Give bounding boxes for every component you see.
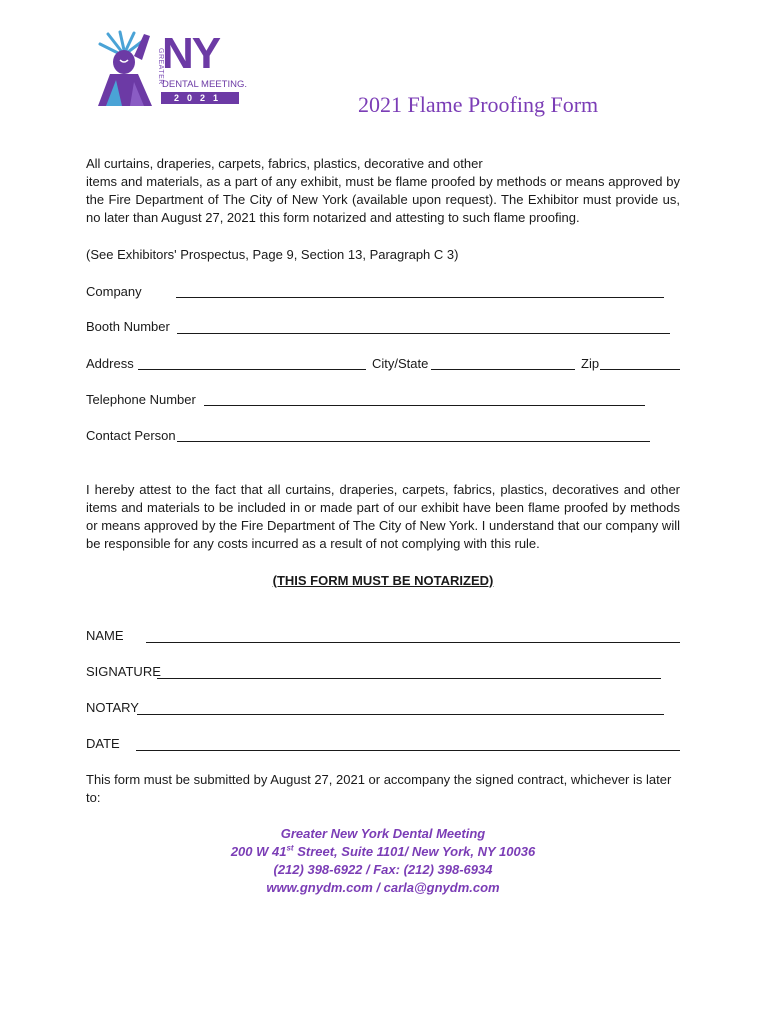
address-ordinal: st [286,843,294,853]
contact-person-line[interactable] [177,441,650,442]
address-street-number: 200 W 41 [230,844,287,859]
intro-first-line: All curtains, draperies, carpets, fabrics, plastics, decorative and other [86,156,483,171]
address-label: Address [86,356,134,371]
company-line[interactable] [176,297,664,298]
gnydm-logo [86,30,246,106]
notary-line[interactable] [137,714,664,715]
contact-phone-fax: (212) 398-6922 / Fax: (212) 398-6934 [273,862,493,877]
contact-person-label: Contact Person [86,428,176,443]
notarized-notice: (THIS FORM MUST BE NOTARIZED) [272,573,494,588]
logo-ny-text: NY [162,29,220,78]
intro-paragraph: items and materials, as a part of any exhibit, must be flame proofed by methods or means approved by the Fire Department of The City of New York (available upon request). The Exhibitor must provide us, no later than August 27, 2021 this form notarized and attesting to such flame proofing. [86,174,680,225]
zip-line[interactable] [600,369,680,370]
contact-web-email[interactable]: www.gnydm.com / carla@gnydm.com [266,880,500,895]
booth-number-line[interactable] [177,333,670,334]
address-rest: Street, Suite 1101/ New York, NY 10036 [293,844,536,859]
contact-org: Greater New York Dental Meeting [280,826,486,841]
prospectus-reference: (See Exhibitors' Prospectus, Page 9, Section 13, Paragraph C 3) [86,247,459,262]
name-line[interactable] [146,642,680,643]
submission-instructions: This form must be submitted by August 27, 2021 or accompany the signed contract, whichever is later to: [86,772,672,805]
form-title: 2021 Flame Proofing Form [358,92,599,117]
logo-year: 2021 [161,92,239,104]
company-label: Company [86,284,142,299]
name-label: NAME [86,628,124,643]
signature-label: SIGNATURE [86,664,161,679]
zip-label: Zip [581,356,600,371]
city-state-line[interactable] [431,369,575,370]
statue-of-liberty-icon [86,30,158,106]
date-label: DATE [86,736,120,751]
booth-number-label: Booth Number [86,319,170,334]
telephone-line[interactable] [204,405,645,406]
signature-line[interactable] [157,678,661,679]
logo-subtitle: DENTAL MEETING. [162,79,247,90]
address-line[interactable] [138,369,366,370]
telephone-label: Telephone Number [86,392,196,407]
attestation-paragraph: I hereby attest to the fact that all curtains, draperies, carpets, fabrics, plastics, decoratives and other items and materials to be included in or made part of our exhibit have been flame proofed by methods or means approved by the Fire Department of The City of New York. I understand that our company will be responsible for any costs incurred as a result of not complying with this rule. [86,482,680,551]
contact-address [86,843,680,861]
date-line[interactable] [136,750,680,751]
notary-label: NOTARY [86,700,139,715]
city-state-label: City/State [372,356,429,371]
logo-greater-text: GREATER [157,48,164,85]
